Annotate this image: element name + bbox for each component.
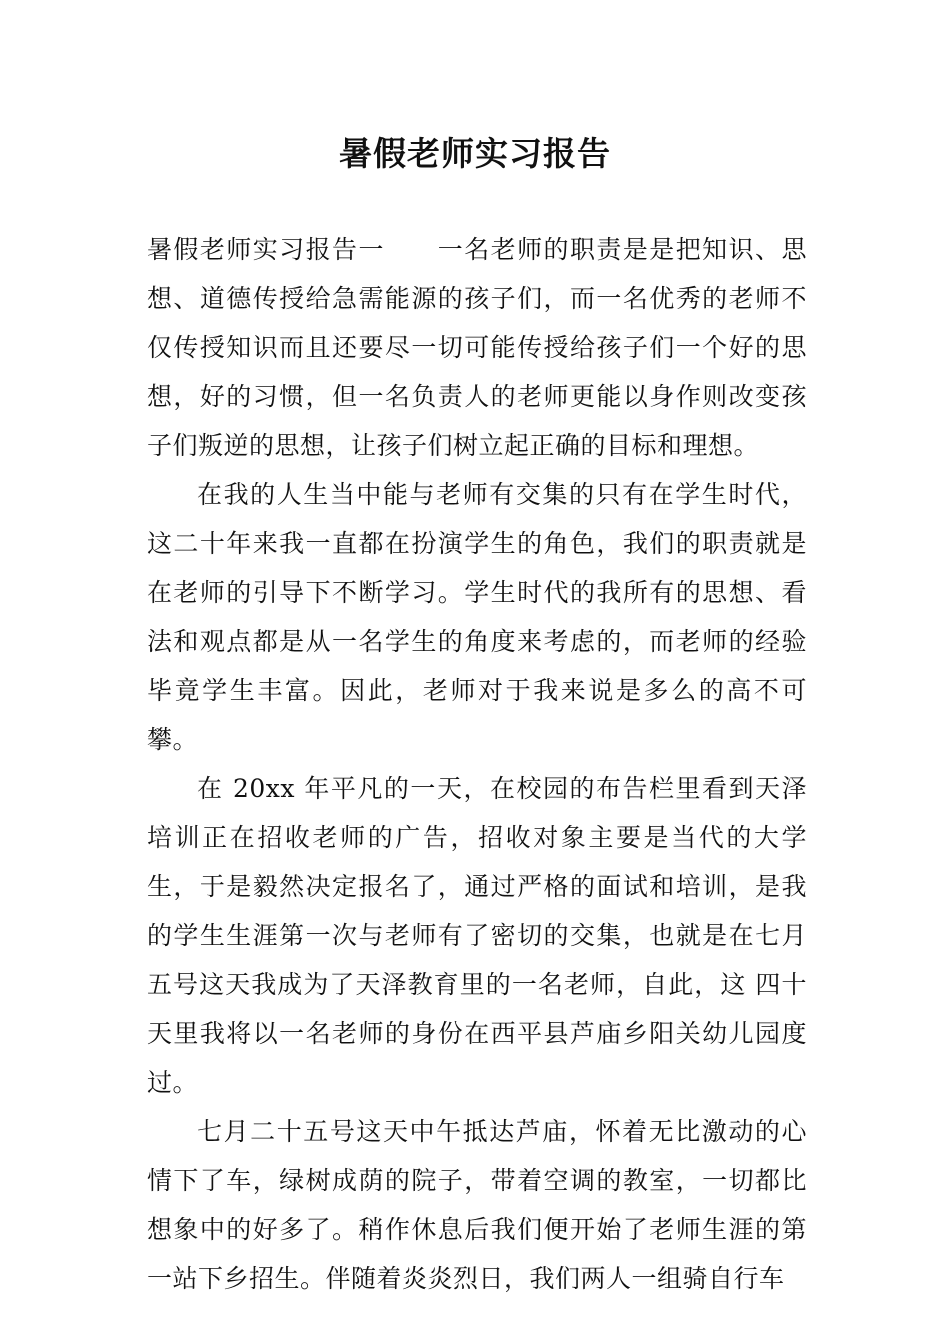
paragraph-4: 七月二十五号这天中午抵达芦庙，怀着无比激动的心情下了车，绿树成荫的院子，带着空调的教室，一切都比想象中的好多了。稍作休息后我们便开始了老师生涯的第一站下乡招生。伴随着炎炎烈日，我们两人一组骑自行车 (147, 1117, 807, 1293)
paragraph-3: 在 20xx 年平凡的一天，在校园的布告栏里看到天泽培训正在招收老师的广告，招收对象主要是当代的大学生，于是毅然决定报名了，通过严格的面试和培训，是我的学生生涯第一次与老师有了密切的交集，也就是在七月五号这天我成为了天泽教育里的一名老师，自此，这 四十天里我将以一名老师的身份在西平县芦庙乡阳关幼儿园度过。 (147, 774, 807, 1097)
paragraph-1: 暑假老师实习报告一 一名老师的职责是是把知识、思想、道德传授给急需能源的孩子们，而一名优秀的老师不仅传授知识而且还要尽一切可能传授给孩子们一个好的思想，好的习惯，但一名负责人的老师更能以身作则改变孩子们叛逆的思想，让孩子们树立起正确的目标和理想。 (147, 235, 807, 460)
document-body (147, 225, 807, 1303)
document-title: 暑假老师实习报告 (339, 134, 611, 173)
paragraph-2: 在我的人生当中能与老师有交集的只有在学生时代，这二十年来我一直都在扮演学生的角色，我们的职责就是在老师的引导下不断学习。学生时代的我所有的思想、看法和观点都是从一名学生的角度来考虑的，而老师的经验毕竟学生丰富。因此，老师对于我来说是多么的高不可攀。 (147, 480, 807, 754)
